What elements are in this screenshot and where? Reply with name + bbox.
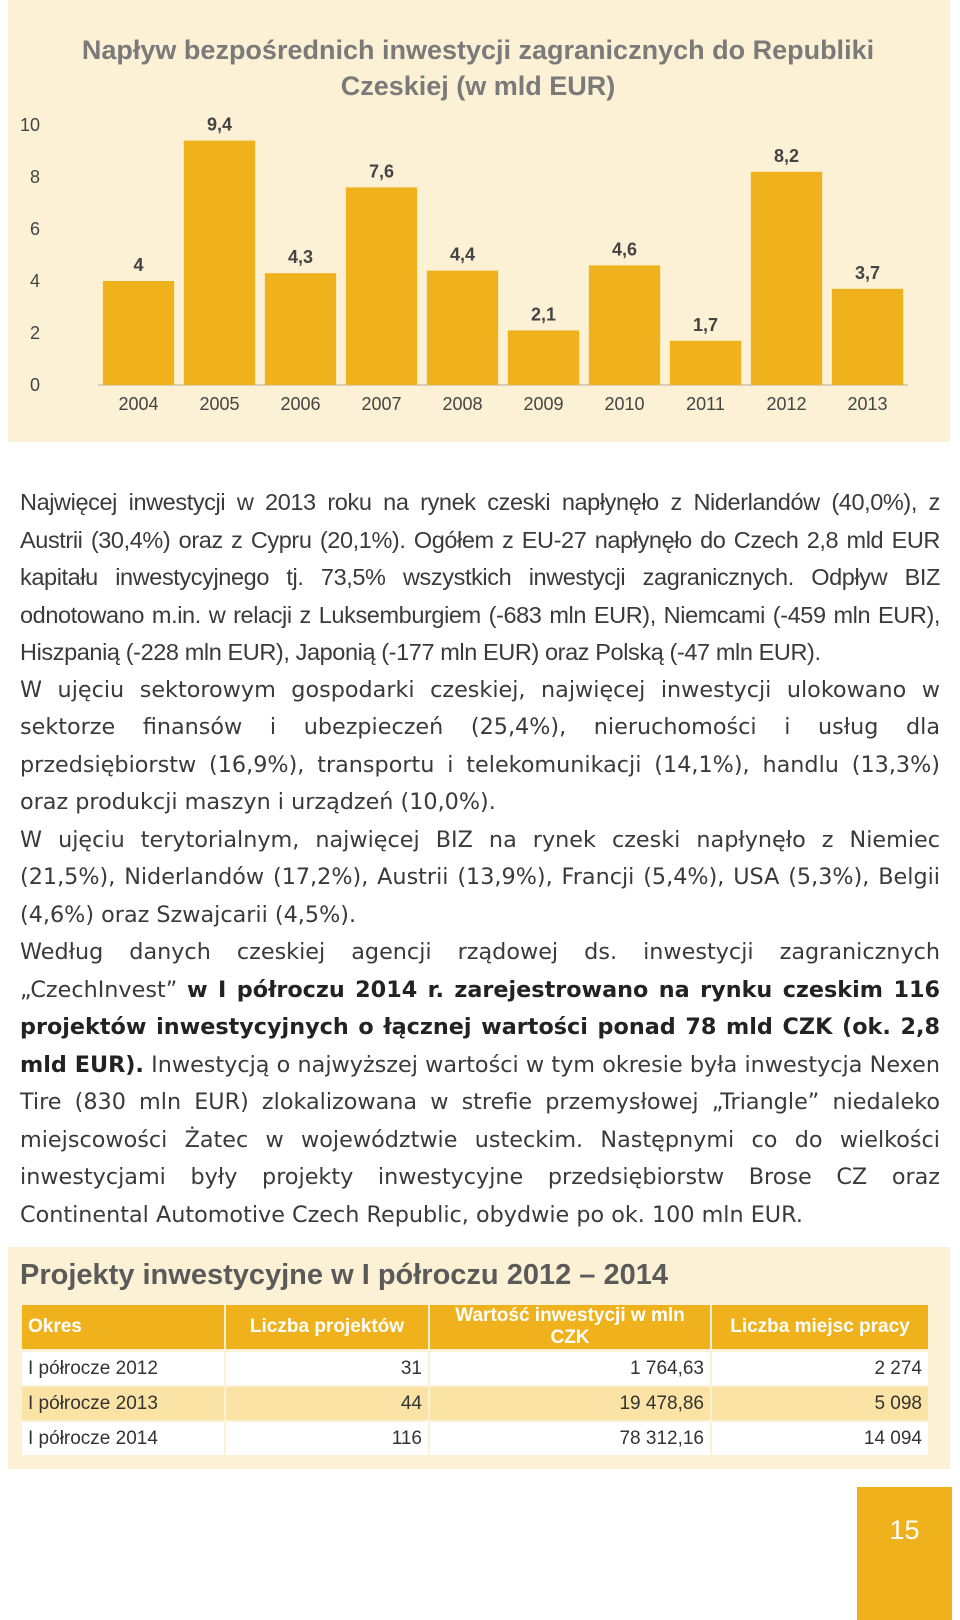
cell-okres: I półrocze 2012 (22, 1352, 224, 1387)
y-tick-label: 2 (29, 323, 40, 343)
data-label: 3,7 (854, 262, 881, 283)
cell-liczba-projektow: 116 (226, 1422, 428, 1457)
paragraph-czechinvest-bold: w I półroczu 2014 r. zarejestrowano na rynku czeskim 116 projektów inwestycyjnych o łącznej wartości ponad 78 mld CZK (ok. 2,8 mld EUR). (20, 976, 940, 1078)
data-label: 4,3 (287, 247, 314, 268)
bar-2006 (265, 273, 336, 385)
cell-liczba-projektow: 31 (226, 1352, 428, 1387)
x-tick-label: 2007 (361, 394, 402, 414)
header-liczba-projektow: Liczba projektów (226, 1305, 428, 1352)
bar-2005 (184, 141, 255, 385)
paragraph-czechinvest-end: Inwestycją o najwyższej wartości w tym okresie była inwestycja Nexen Tire (830 mln EUR) zlokalizowana w strefie przemysłowej „Triangle” niedaleko miejscowości Żatec w województwie usteckim. Następnymi co do wielkości inwestycjami były projekty inwestycyjne przedsiębiorstw Brose CZ oraz Continental Automotive Czech Republic, obydwie po ok. 100 mln EUR. (20, 1051, 941, 1228)
table-title: Projekty inwestycyjne w I półroczu 2012 – 2014 (20, 1259, 668, 1291)
body-text (20, 484, 940, 1234)
paragraph-sectoral: W ujęciu sektorowym gospodarki czeskiej, najwięcej inwestycji ulokowano w sektorze finansów i ubezpieczeń (25,4%), nieruchomości i usług dla przedsiębiorstw (16,9%), transportu i telekomunikacji (14,1%), handlu (13,3%) oraz produkcji maszyn i urządzeń (10,0%). (20, 676, 940, 815)
investment-projects-table (20, 1305, 930, 1457)
cell-okres: I półrocze 2013 (22, 1387, 224, 1422)
y-tick-label: 6 (29, 219, 40, 239)
header-liczba-miejsc-pracy: Liczba miejsc pracy (712, 1305, 928, 1352)
x-tick-label: 2008 (442, 394, 483, 414)
data-label: 4,4 (449, 244, 476, 265)
x-tick-label: 2013 (847, 394, 888, 414)
cell-liczba-projektow: 44 (226, 1387, 428, 1422)
bar-2012 (751, 172, 822, 385)
data-label: 7,6 (368, 161, 395, 182)
bar-2010 (589, 265, 660, 385)
table-row (22, 1422, 928, 1457)
page-number-badge (857, 1487, 952, 1620)
chart-panel (8, 0, 950, 442)
y-tick-label: 4 (29, 271, 40, 291)
table-header-row (22, 1305, 928, 1352)
paragraph-czechinvest-start: Według danych czeskiej agencji rządowej ds. inwestycji zagranicznych „CzechInvest” (20, 939, 940, 1003)
cell-wartosc: 19 478,86 (430, 1387, 710, 1422)
cell-okres: I półrocze 2014 (22, 1422, 224, 1457)
data-label: 4 (133, 255, 144, 275)
data-label: 8,2 (773, 145, 800, 166)
data-label: 1,7 (692, 314, 719, 335)
x-tick-label: 2011 (686, 394, 725, 414)
page-number: 15 (889, 1515, 920, 1545)
bar-2007 (346, 187, 417, 385)
x-tick-label: 2004 (118, 394, 159, 414)
data-label: 4,6 (611, 239, 638, 260)
x-tick-label: 2005 (199, 394, 240, 414)
bar-2004 (103, 281, 174, 385)
table-row (22, 1352, 928, 1387)
data-label: 2,1 (530, 304, 557, 325)
chart-title-line2: Czeskiej (w mld EUR) (340, 71, 616, 101)
cell-miejsca-pracy: 2 274 (712, 1352, 928, 1387)
y-tick-label: 8 (29, 167, 40, 187)
data-label: 9,4 (206, 114, 233, 135)
paragraph-territorial: W ujęciu terytorialnym, najwięcej BIZ na rynek czeski napłynęło z Niemiec (21,5%), Niderlandów (17,2%), Austrii (13,9%), Francji (5,4%), USA (5,3%), Belgii (4,6%) oraz Szwajcarii (4,5%). (20, 826, 940, 928)
bar-2009 (508, 330, 579, 385)
bar-2008 (427, 271, 498, 385)
cell-miejsca-pracy: 5 098 (712, 1387, 928, 1422)
x-tick-label: 2012 (766, 394, 807, 414)
y-tick-label: 0 (29, 375, 40, 395)
investment-table-panel (8, 1247, 950, 1469)
cell-wartosc: 78 312,16 (430, 1422, 710, 1457)
table-row (22, 1387, 928, 1422)
cell-wartosc: 1 764,63 (430, 1352, 710, 1387)
header-wartosc-inwestycji: Wartość inwestycji w mln CZK (430, 1305, 710, 1352)
header-okres: Okres (22, 1305, 224, 1352)
bar-chart (8, 0, 950, 442)
paragraph-fdi-sources: Najwięcej inwestycji w 2013 roku na rynek czeski napłynęło z Niderlandów (40,0%), z Austrii (30,4%) oraz z Cypru (20,1%). Ogółem z EU-27 napłynęło do Czech 2,8 mld EUR kapitału inwestycyjnego tj. 73,5% wszystkich inwestycji zagranicznych. Odpływ BIZ odnotowano m.in. w relacji z Luksemburgiem (-683 mln EUR), Niemcami (-459 mln EUR), Hiszpanią (-228 mln EUR), Japonią (-177 mln EUR) oraz Polską (-47 mln EUR). (20, 489, 940, 665)
chart-title-line1: Napływ bezpośrednich inwestycji zagranicznych do Republiki (81, 35, 875, 65)
x-tick-label: 2009 (523, 394, 564, 414)
y-tick-label: 10 (19, 115, 40, 135)
x-tick-label: 2010 (604, 394, 645, 414)
cell-miejsca-pracy: 14 094 (712, 1422, 928, 1457)
bar-2013 (832, 289, 903, 385)
paragraph-czechinvest (20, 934, 940, 1234)
x-tick-label: 2006 (280, 394, 321, 414)
bar-2011 (670, 341, 741, 385)
